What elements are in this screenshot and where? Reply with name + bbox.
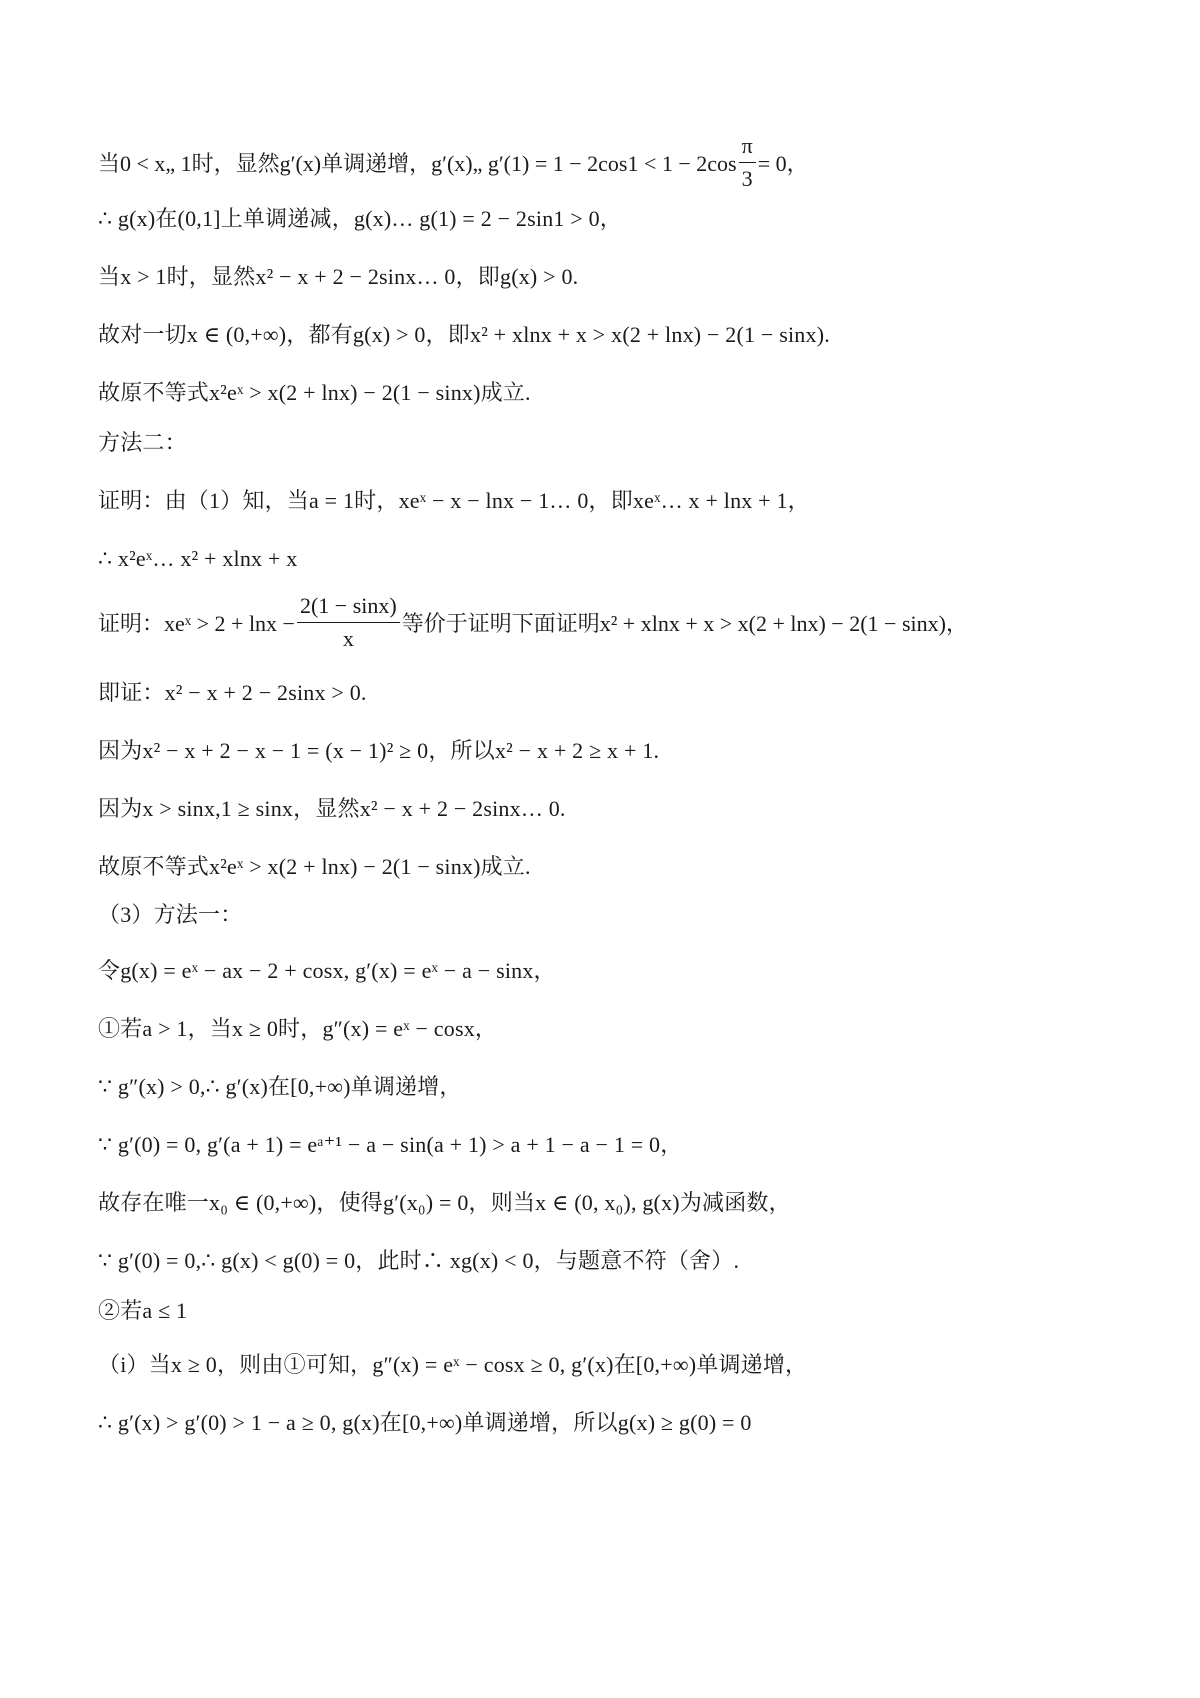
text-line-8: ∴ x²eˣ… x² + xlnx + x	[98, 546, 298, 571]
text-line-1	[98, 132, 809, 193]
text-line-15: 令g(x) = eˣ − ax − 2 + cosx, g′(x) = eˣ − a − sinx，	[98, 958, 556, 983]
text-line-10: 即证：x² − x + 2 − 2sinx > 0.	[98, 680, 367, 705]
text-line-19: 故存在唯一x₀ ∈ (0,+∞)，使得g′(x₀) = 0，则当x ∈ (0, x₀), g(x)为减函数，	[98, 1190, 791, 1215]
text-line-16: ①若a > 1，当x ≥ 0时，g″(x) = eˣ − cosx，	[98, 1016, 498, 1041]
line-text: 证明：xeˣ > 2 + lnx −	[98, 611, 295, 636]
text-line-13: 故原不等式x²eˣ > x(2 + lnx) − 2(1 − sinx)成立.	[98, 854, 531, 879]
text-line-20: ∵ g′(0) = 0,∴ g(x) < g(0) = 0，此时∴ xg(x) < 0，与题意不符（舍）.	[98, 1248, 740, 1273]
fraction-pi-over-3	[739, 132, 756, 193]
line-text-tail: = 0，	[757, 151, 809, 176]
text-line-9	[98, 592, 968, 653]
fraction-denominator: x	[342, 626, 354, 651]
fraction-denominator: 3	[741, 166, 753, 191]
text-line-3: 当x > 1时，显然x² − x + 2 − 2sinx… 0，即g(x) > 0.	[98, 264, 579, 289]
text-line-23: ∴ g′(x) > g′(0) > 1 − a ≥ 0, g(x)在[0,+∞)单调递增，所以g(x) ≥ g(0) = 0	[98, 1410, 752, 1435]
text-line-21: ②若a ≤ 1	[98, 1298, 188, 1323]
text-line-4: 故对一切x ∈ (0,+∞)，都有g(x) > 0，即x² + xlnx + x > x(2 + lnx) − 2(1 − sinx).	[98, 322, 830, 347]
text-line-14: （3）方法一：	[98, 902, 243, 927]
text-line-11: 因为x² − x + 2 − x − 1 = (x − 1)² ≥ 0，所以x² − x + 2 ≥ x + 1.	[98, 738, 660, 763]
text-line-18: ∵ g′(0) = 0, g′(a + 1) = eᵃ⁺¹ − a − sin(a + 1) > a + 1 − a − 1 = 0，	[98, 1132, 683, 1157]
fraction-numerator: 2(1 − sinx)	[297, 592, 400, 623]
line-text-tail: 等价于证明下面证明x² + xlnx + x > x(2 + lnx) − 2(1 − sinx)，	[401, 611, 968, 636]
text-line-17: ∵ g″(x) > 0,∴ g′(x)在[0,+∞)单调递增，	[98, 1074, 462, 1099]
text-line-7: 证明：由（1）知，当a = 1时，xeˣ − x − lnx − 1… 0，即xeˣ… x + lnx + 1，	[98, 488, 810, 513]
text-line-22: （i）当x ≥ 0，则由①可知，g″(x) = eˣ − cosx ≥ 0, g′(x)在[0,+∞)单调递增，	[98, 1352, 808, 1377]
text-line-2: ∴ g(x)在(0,1]上单调递减，g(x)… g(1) = 2 − 2sin1 > 0，	[98, 206, 623, 231]
text-line-12: 因为x > sinx,1 ≥ sinx，显然x² − x + 2 − 2sinx… 0.	[98, 796, 566, 821]
text-line-6: 方法二：	[98, 430, 187, 455]
fraction-numerator: π	[739, 132, 756, 163]
text-line-5: 故原不等式x²eˣ > x(2 + lnx) − 2(1 − sinx)成立.	[98, 380, 531, 405]
fraction-2-1-minus-sinx-over-x	[297, 592, 400, 653]
line-text: 当0 < x„ 1时，显然g′(x)单调递增，g′(x)„ g′(1) = 1 − 2cos1 < 1 − 2cos	[98, 151, 737, 176]
